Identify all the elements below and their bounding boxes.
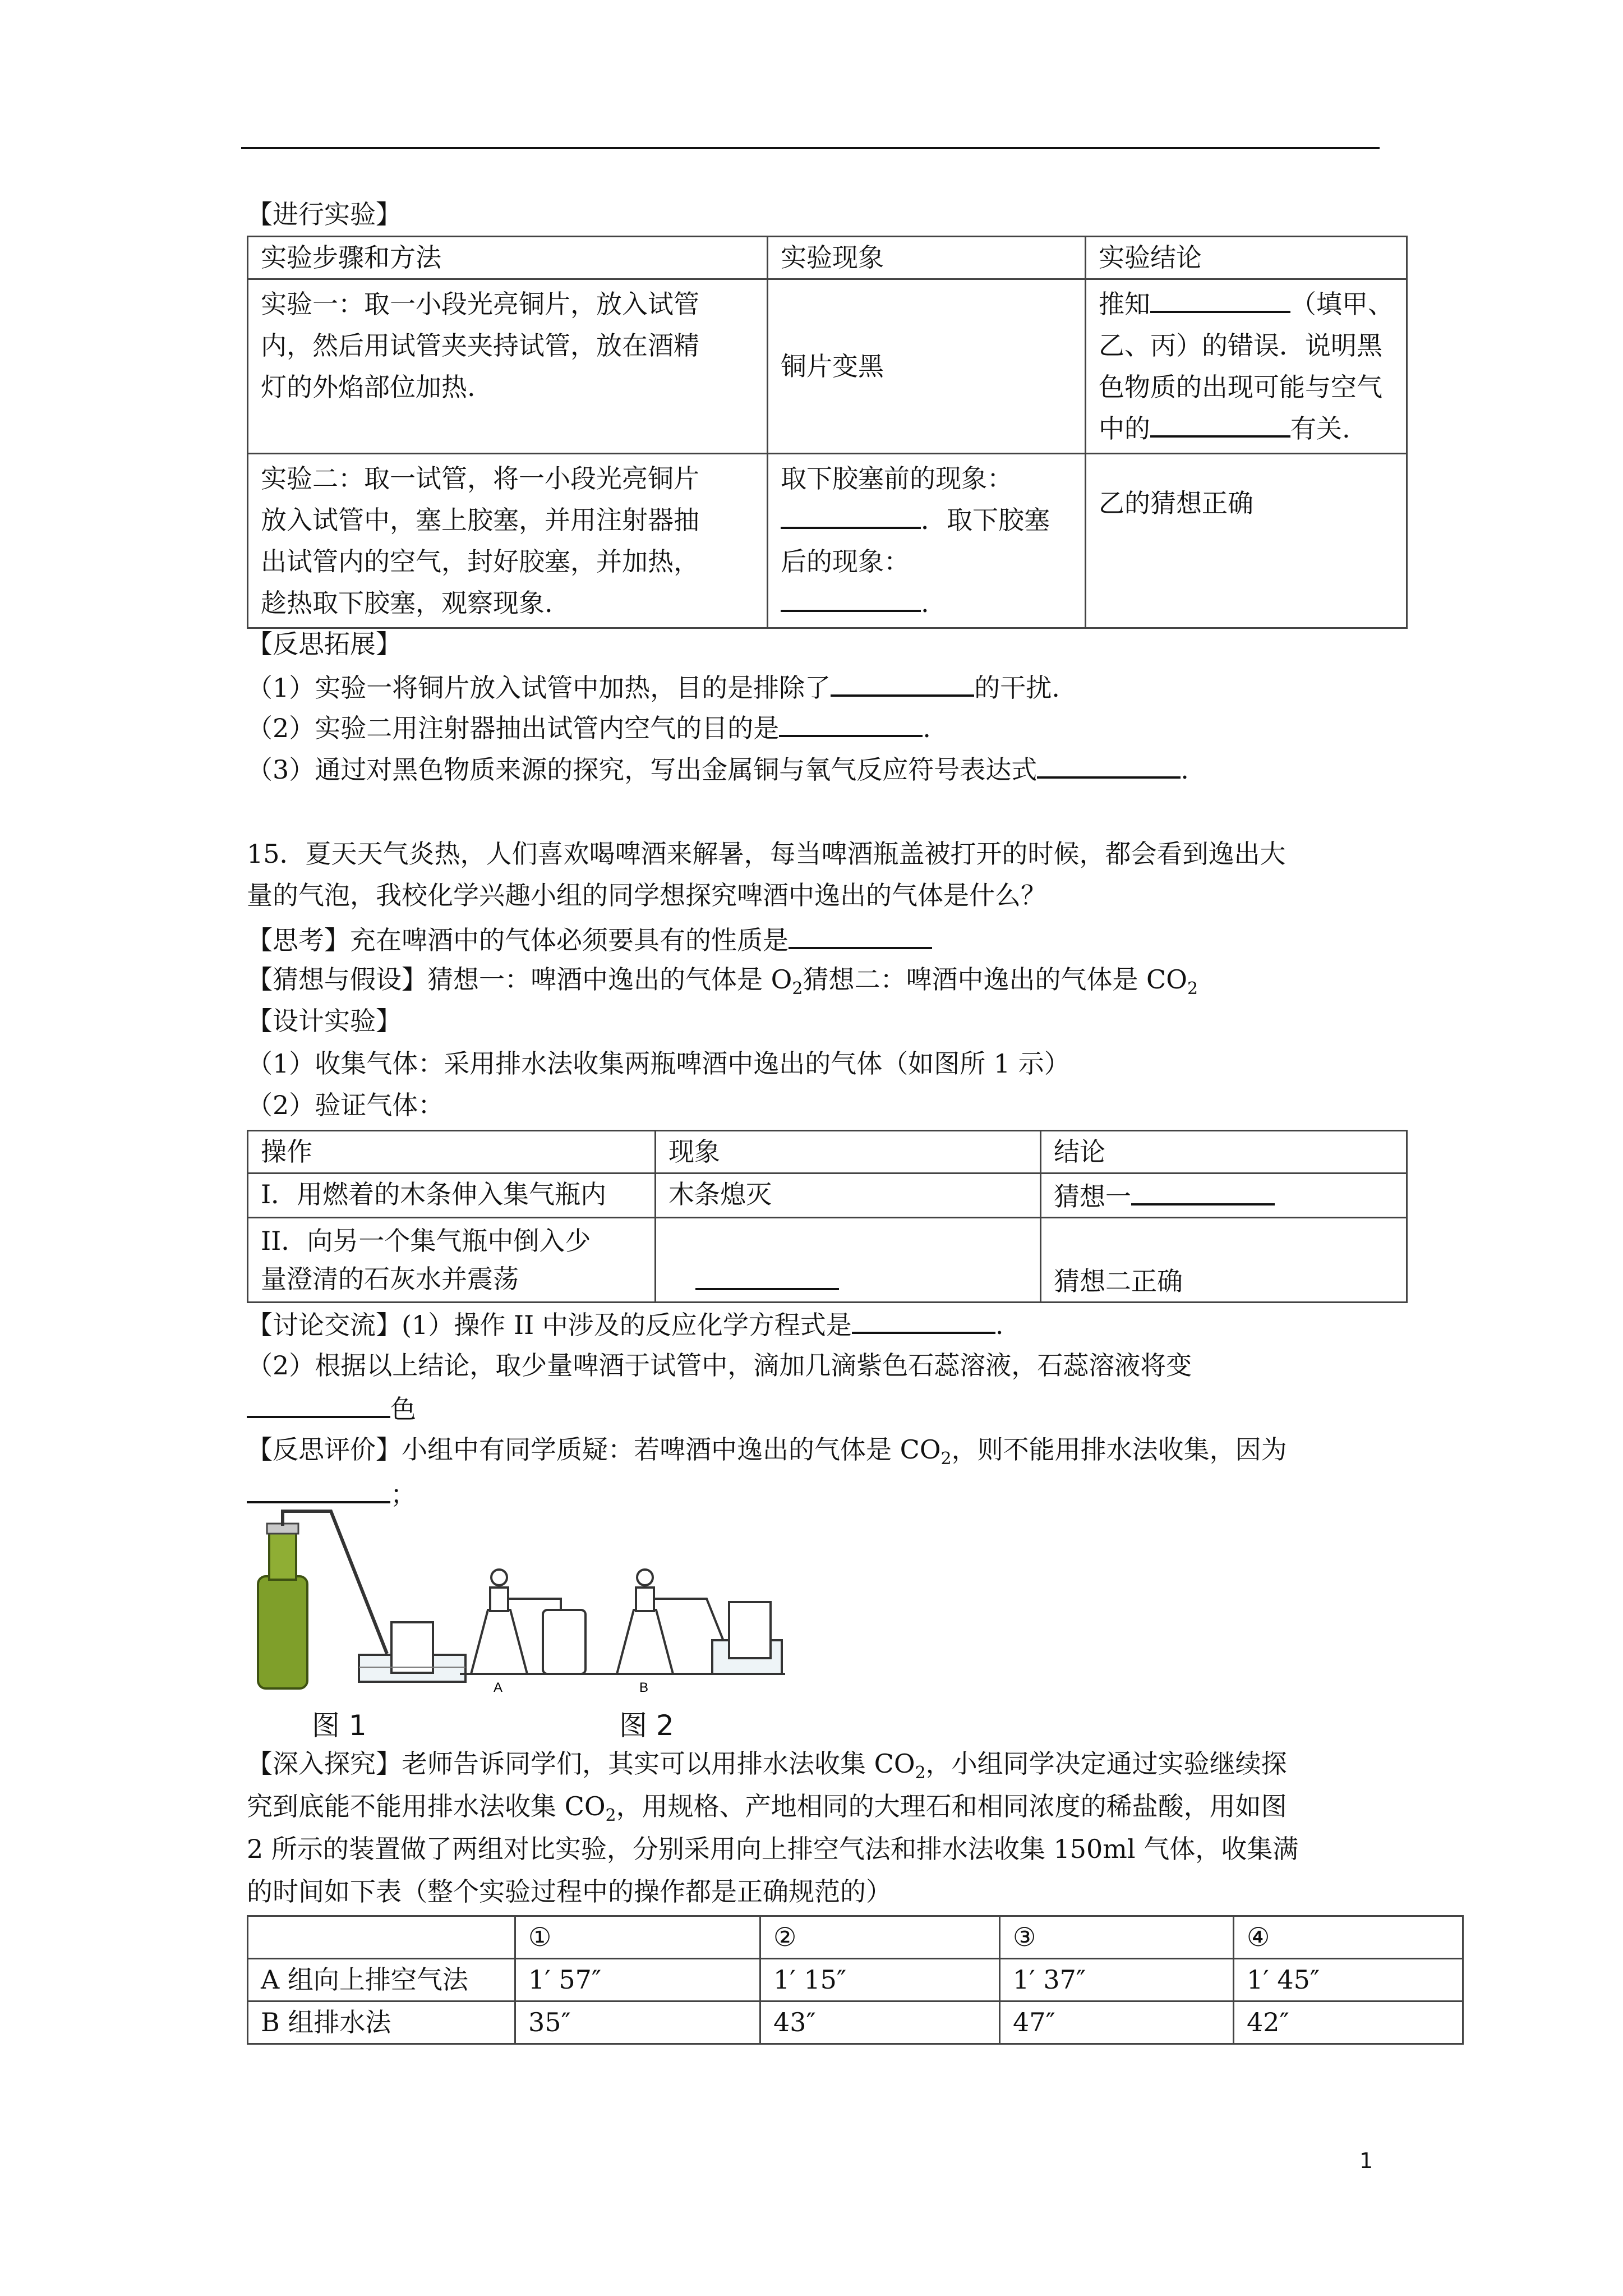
- q15-deep-line2: 究到底能不能用排水法收集 $CO_2$，用规格、产地相同的大理石和相同浓度的稀盐酸，用如图: [247, 1791, 1287, 1825]
- q15-evaluation: 【反思评价】小组中有同学质疑：若啤酒中逸出的气体是 $CO_2$，则不能用排水法收集，因为: [247, 1434, 1287, 1469]
- verify-table: [247, 1130, 1408, 1303]
- timing-header-2: ②: [760, 1916, 1000, 1959]
- table-row1-phenomenon: 铜片变黑: [768, 279, 1086, 454]
- timing-header-empty: [248, 1916, 515, 1959]
- section-heading-experiment: 【进行实验】: [247, 199, 402, 229]
- verify-row2-conclusion: 猜想二正确: [1041, 1218, 1407, 1303]
- answer-blank: [1037, 751, 1181, 779]
- reflection-heading: 【反思拓展】: [247, 629, 402, 659]
- apparatus-b-illustration: [606, 1570, 785, 1694]
- table-header-phenomenon: 实验现象: [768, 237, 1086, 279]
- timing-table: [247, 1915, 1464, 2045]
- label-b: B: [639, 1680, 649, 1694]
- q15-design-heading: 【设计实验】: [247, 1006, 402, 1036]
- answer-blank: [852, 1306, 995, 1334]
- figure2-caption: 图 2: [619, 1709, 674, 1742]
- timing-header-3: ③: [1000, 1916, 1234, 1959]
- page-number: 1: [1359, 2148, 1373, 2173]
- apparatus-a-illustration: [460, 1570, 606, 1694]
- q15-discuss2-blank: 色: [247, 1390, 416, 1426]
- q15-intro-line2: 量的气泡，我校化学兴趣小组的同学想探究啤酒中逸出的气体是什么？: [247, 880, 1046, 910]
- reflection-q3: （3）通过对黑色物质来源的探究，写出金属铜与氧气反应符号表达式 .: [247, 751, 1189, 786]
- timing-header-1: ①: [515, 1916, 760, 1959]
- table-row2-phenomenon: 取下胶塞前的现象： ．取下胶塞 后的现象： .: [768, 454, 1086, 628]
- q15-deep-line3: 2 所示的装置做了两组对比实验，分别采用向上排空气法和排水法收集 150ml 气体，收集满: [247, 1834, 1299, 1864]
- q15-evaluation-blank: ；: [247, 1475, 416, 1511]
- answer-blank: [1150, 285, 1290, 313]
- q15-deep-line1: 【深入探究】老师告诉同学们，其实可以用排水法收集 $CO_2$，小组同学决定通过实验继续探: [247, 1749, 1287, 1783]
- experiment-table: [247, 236, 1408, 629]
- table-row: B 组排水法 35″ 43″ 47″ 42″: [248, 2001, 1463, 2044]
- answer-blank: [831, 669, 974, 697]
- beer-bottle-illustration: [258, 1511, 465, 1688]
- q15-verify: （2）验证气体：: [247, 1090, 444, 1120]
- figure1-caption: 图 1: [312, 1709, 367, 1742]
- q15-intro-line1: 15．夏天天气炎热，人们喜欢喝啤酒来解暑，每当啤酒瓶盖被打开的时候，都会看到逸出大: [247, 839, 1286, 869]
- reflection-q2: （2）实验二用注射器抽出试管内空气的目的是 .: [247, 709, 931, 745]
- q15-discuss1: 【讨论交流】(1）操作 II 中涉及的反应化学方程式是 .: [247, 1306, 1003, 1342]
- answer-blank: [779, 709, 923, 737]
- answer-blank: [781, 584, 921, 612]
- table-header-steps: 实验步骤和方法: [248, 237, 768, 279]
- verify-row1-operation: I．用燃着的木条伸入集气瓶内: [248, 1174, 656, 1218]
- table-row: A 组向上排空气法 1′ 57″ 1′ 15″ 1′ 37″ 1′ 45″: [248, 1959, 1463, 2001]
- table-header-conclusion: 实验结论: [1086, 237, 1407, 279]
- table-row1-conclusion: 推知 （填甲、 乙、丙）的错误．说明黑 色物质的出现可能与空气 中的 有关.: [1086, 279, 1407, 454]
- answer-blank: [247, 1475, 390, 1503]
- verify-row1-conclusion: 猜想一: [1041, 1174, 1407, 1218]
- reflection-q1: （1）实验一将铜片放入试管中加热，目的是排除了 的干扰.: [247, 669, 1060, 705]
- verify-row1-phenomenon: 木条熄灭: [656, 1174, 1041, 1218]
- q15-think: 【思考】充在啤酒中的气体必须要具有的性质是: [247, 921, 932, 957]
- apparatus-figure: [247, 1503, 785, 1694]
- verify-header-conclusion: 结论: [1041, 1131, 1407, 1174]
- verify-row2-phenomenon: [656, 1218, 1041, 1303]
- answer-blank: [789, 921, 932, 949]
- table-row1-steps: 实验一：取一小段光亮铜片，放入试管 内，然后用试管夹夹持试管，放在酒精 灯的外焰部位加热.: [248, 279, 768, 454]
- answer-blank: [695, 1262, 839, 1290]
- q15-discuss2: （2）根据以上结论，取少量啤酒于试管中，滴加几滴紫色石蕊溶液，石蕊溶液将变: [247, 1350, 1192, 1381]
- label-a: A: [494, 1680, 503, 1694]
- verify-header-phenomenon: 现象: [656, 1131, 1041, 1174]
- q15-deep-line4: 的时间如下表（整个实验过程中的操作都是正确规范的）: [247, 1876, 892, 1907]
- answer-blank: [781, 501, 921, 529]
- table-row2-conclusion: 乙的猜想正确: [1086, 454, 1407, 628]
- answer-blank: [1131, 1177, 1275, 1205]
- q15-collect: （1）收集气体：采用排水法收集两瓶啤酒中逸出的气体（如图所 1 示）: [247, 1048, 1070, 1079]
- answer-blank: [1150, 409, 1290, 438]
- table-row2-steps: 实验二：取一试管，将一小段光亮铜片 放入试管中，塞上胶塞，并用注射器抽 出试管内的空气，封好胶塞，并加热， 趁热取下胶塞，观察现象.: [248, 454, 768, 628]
- verify-row2-operation: II．向另一个集气瓶中倒入少 量澄清的石灰水并震荡: [248, 1218, 656, 1303]
- header-rule: [241, 147, 1380, 149]
- q15-hypothesis: 【猜想与假设】猜想一：啤酒中逸出的气体是 $O_2$猜想二：啤酒中逸出的气体是 $CO_2$: [247, 964, 1198, 999]
- answer-blank: [247, 1390, 390, 1418]
- timing-header-4: ④: [1234, 1916, 1463, 1959]
- verify-header-operation: 操作: [248, 1131, 656, 1174]
